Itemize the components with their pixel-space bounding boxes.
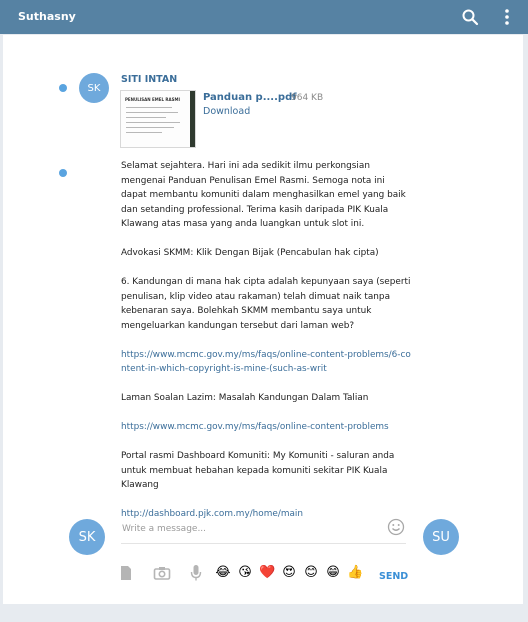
more-vertical-icon[interactable]: [500, 7, 514, 27]
message-paragraph: Selamat sejahtera. Hari ini ada sedikit ilmu perkongsian mengenai Panduan Penulisan Emel Rasmi. Semoga nota ini dapat membantu komuniti dalam menghasilkan emel yang baik dan setanding professional. Terima kasih daripada PIK Kuala Klawang atas masa yang anda luangkan untuk slot ini.: [121, 161, 406, 229]
message-paragraph: 6. Kandungan di mana hak cipta adalah kepunyaan saya (seperti penulisan, klip video atau rakaman) telah dimuat naik tanpa kebenaran saya. Bolehkah SKMM membantu saya untuk mengeluarkan kandungan tersebut dari laman web?: [121, 277, 411, 331]
search-icon[interactable]: [461, 8, 479, 26]
emoji-tears-of-joy-icon[interactable]: 😂: [215, 565, 231, 580]
my-avatar[interactable]: [69, 519, 105, 555]
top-bar: [0, 0, 528, 34]
download-link[interactable]: Download: [203, 106, 251, 117]
chat-panel: [3, 35, 523, 604]
thumbnail-heading: PENULISAN EMEL RASMI: [125, 97, 180, 102]
microphone-icon[interactable]: [189, 564, 203, 582]
message-paragraph: Advokasi SKMM: Klik Dengan Bijak (Pencabulan hak cipta): [121, 248, 379, 258]
send-button[interactable]: SEND: [379, 571, 409, 582]
message-link[interactable]: http://dashboard.pjk.com.my/home/main: [121, 509, 304, 519]
message-paragraph: Portal rasmi Dashboard Komuniti: My Komuniti - saluran anda untuk membuat hebahan kepada komuniti sekitar PIK Kuala Klawang: [121, 451, 395, 490]
emoji-smile-icon[interactable]: 😊: [304, 565, 318, 580]
chat-title[interactable]: Suthasny: [18, 10, 76, 23]
emoji-heart-eyes-icon[interactable]: 😍: [282, 565, 296, 580]
avatar-initials: SU: [432, 529, 450, 545]
file-thumbnail[interactable]: [120, 90, 196, 148]
emoji-thumbs-up-icon[interactable]: 👍: [347, 565, 364, 580]
document-icon[interactable]: [119, 564, 133, 582]
peer-avatar[interactable]: [423, 519, 459, 555]
message-link[interactable]: https://www.mcmc.gov.my/ms/faqs/online-content-problems/6-content-in-which-copyright-is-mine-(such-as-writ: [121, 349, 411, 374]
emoji-grin-icon[interactable]: 😁: [326, 565, 340, 580]
message-sender[interactable]: SITI INTAN: [121, 74, 178, 85]
file-size: 964 KB: [291, 93, 324, 103]
unread-dot: [59, 84, 67, 92]
message-text: [121, 159, 411, 522]
message-link[interactable]: https://www.mcmc.gov.my/ms/faqs/online-content-problems: [121, 422, 389, 432]
avatar-initials: SK: [87, 82, 101, 94]
message-input[interactable]: [121, 519, 406, 544]
avatar[interactable]: [79, 73, 109, 103]
bottom-strip: [0, 604, 528, 622]
camera-icon[interactable]: [153, 564, 171, 582]
avatar-initials: SK: [78, 529, 96, 545]
emoji-kiss-icon[interactable]: 😘: [238, 565, 252, 580]
file-name[interactable]: Panduan p....pdf: [203, 92, 297, 103]
smiley-icon[interactable]: [387, 518, 405, 536]
unread-dot: [59, 169, 67, 177]
emoji-heart-icon[interactable]: ❤️: [259, 565, 276, 580]
message-placeholder: Write a message...: [122, 524, 207, 534]
message-paragraph: Laman Soalan Lazim: Masalah Kandungan Dalam Talian: [121, 393, 369, 403]
